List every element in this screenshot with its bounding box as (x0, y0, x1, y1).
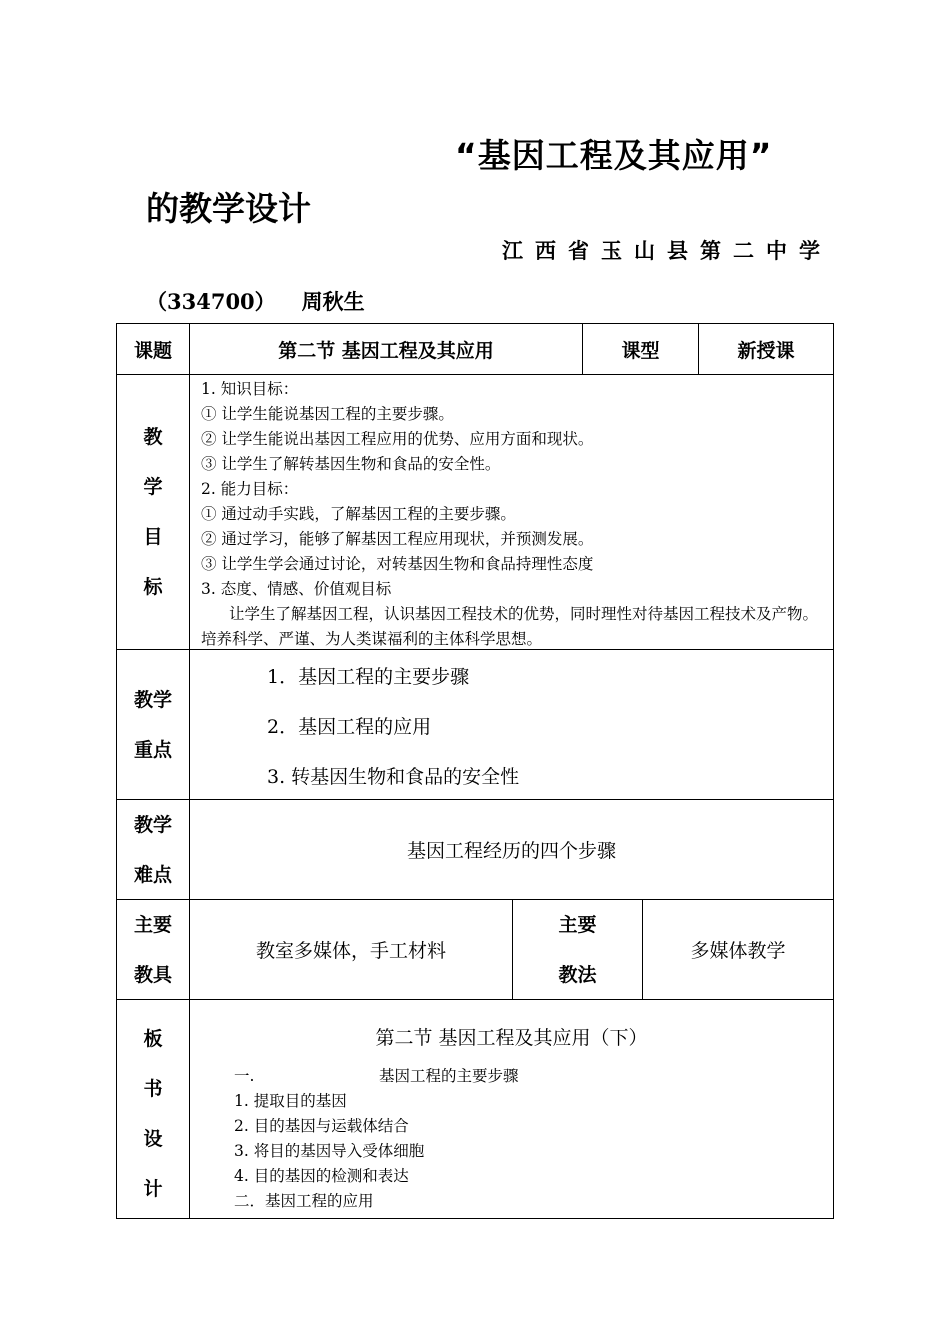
objectives-label: 教 学 目 标 (143, 426, 163, 598)
postcode: （334700） (146, 289, 276, 314)
topic-value: 第二节 基因工程及其应用 (278, 339, 494, 362)
board-label: 板 书 设 计 (143, 1028, 163, 1200)
author-line (146, 286, 365, 316)
difficulty-value: 基因工程经历的四个步骤 (406, 840, 616, 862)
board-title: 第二节 基因工程及其应用（下） (375, 1026, 648, 1049)
board-section2: 二．基因工程的应用 (234, 1192, 374, 1210)
board-section1-title: 基因工程的主要步骤 (379, 1067, 519, 1085)
tools-value: 教室多媒体，手工材料 (255, 940, 446, 962)
tools-label: 主要 教具 (133, 913, 172, 986)
school-name: 江西省玉山县第二中学 (502, 239, 832, 263)
keypoint-item: 3. 转基因生物和食品的安全性 (267, 766, 520, 788)
objective-line: 3. 态度、情感、价值观目标 (201, 580, 392, 598)
board-section1-number: 一. (234, 1067, 255, 1085)
objective-line: 1. 知识目标： (201, 380, 299, 398)
document-title-line2: 的教学设计 (146, 189, 311, 228)
keypoints-label: 教学 重点 (133, 688, 172, 761)
objective-line: ③ 让学生了解转基因生物和食品的安全性。 (201, 455, 501, 473)
board-item: 3. 将目的基因导入受体细胞 (234, 1142, 425, 1160)
method-value: 多媒体教学 (690, 940, 786, 962)
topic-label: 课题 (133, 339, 172, 362)
objective-paragraph: 让学生了解基因工程，认识基因工程技术的优势，同时理性对待基因工程技术及产物。培养科学、严谨、为人类谋福利的主体科学思想。 (201, 605, 819, 648)
objective-line: 2. 能力目标： (201, 480, 299, 498)
board-item: 4. 目的基因的检测和表达 (234, 1167, 409, 1185)
difficulty-label: 教学 难点 (133, 813, 172, 886)
lesson-type-value: 新授课 (737, 339, 795, 362)
objective-line: ② 通过学习，能够了解基因工程应用现状，并预测发展。 (201, 530, 594, 548)
keypoint-item: 1．基因工程的主要步骤 (267, 666, 470, 688)
author-name: 周秋生 (301, 290, 365, 314)
objectives-content (201, 377, 831, 652)
keypoint-item: 2．基因工程的应用 (267, 716, 432, 738)
document-title-line1: “基因工程及其应用” (455, 136, 773, 175)
board-item: 2. 目的基因与运载体结合 (234, 1117, 409, 1135)
board-item: 1. 提取目的基因 (234, 1092, 347, 1110)
objective-line: ① 让学生能说基因工程的主要步骤。 (201, 405, 454, 423)
method-label: 主要 教法 (558, 913, 597, 986)
lesson-plan-table (116, 323, 834, 1219)
lesson-type-label: 课型 (621, 339, 660, 362)
objective-line: ③ 让学生学会通过讨论，对转基因生物和食品持理性态度 (201, 555, 594, 573)
objective-line: ① 通过动手实践，了解基因工程的主要步骤。 (201, 505, 516, 523)
objective-line: ② 让学生能说出基因工程应用的优势、应用方面和现状。 (201, 430, 594, 448)
